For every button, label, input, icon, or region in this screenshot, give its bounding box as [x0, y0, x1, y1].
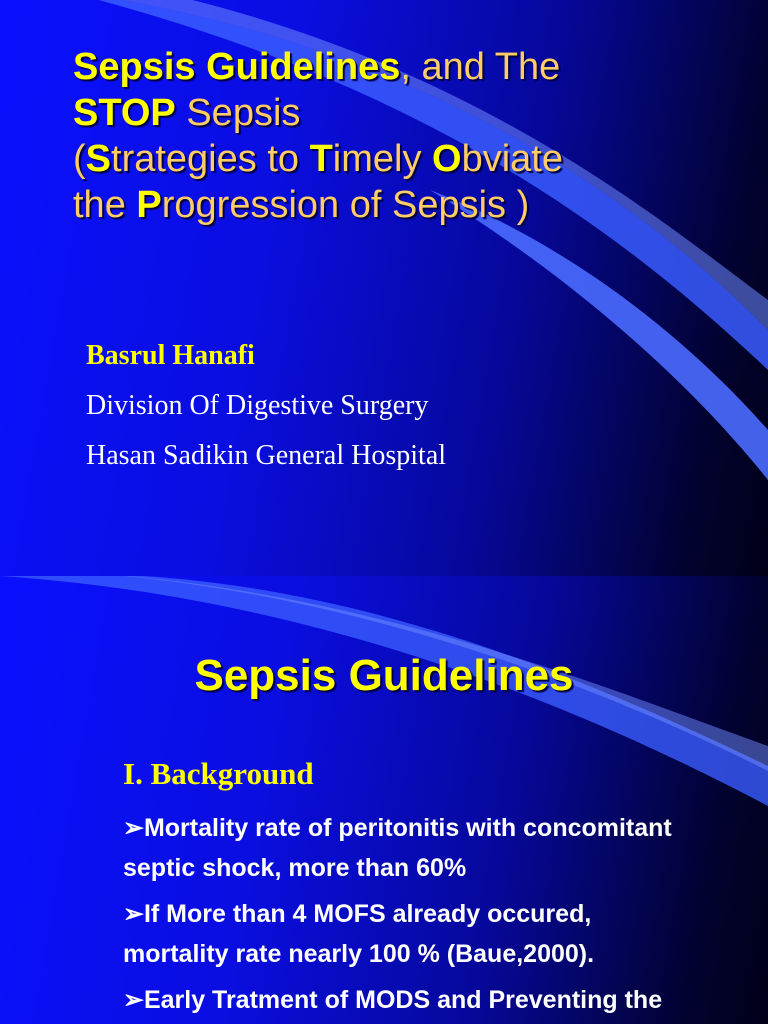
title-rogression: rogression of Sepsis ) — [161, 184, 530, 226]
slide-title: Sepsis Guidelines — [194, 651, 574, 700]
bullet-item — [123, 894, 753, 974]
title-and-the: , and The — [400, 46, 561, 88]
arrow-bullet-icon: ➢ — [123, 986, 144, 1014]
background-slide — [0, 576, 768, 1024]
bullet-text-line2: mortality rate nearly 100 % (Baue,2000). — [123, 940, 595, 968]
bullet-item — [123, 808, 753, 888]
title-sepsis: Sepsis — [175, 92, 301, 134]
bullet-item — [123, 980, 753, 1020]
title-imely: imely — [332, 138, 433, 180]
title-letter-t: T — [309, 138, 333, 180]
bullet-text-line1: Mortality rate of peritonitis with concomitant — [143, 814, 672, 842]
bullet-text-line1: Early Tratment of MODS and Preventing the — [143, 986, 663, 1014]
title-bviate: bviate — [461, 138, 563, 180]
bullet-text-line2: septic shock, more than 60% — [123, 854, 467, 882]
affiliation-hospital: Hasan Sadikin General Hospital — [86, 440, 447, 471]
title-stop: STOP — [73, 92, 176, 134]
title-trategies: trategies to — [111, 138, 310, 180]
title-letter-o: O — [432, 138, 462, 180]
arrow-bullet-icon: ➢ — [123, 900, 144, 928]
title-sepsis-guidelines: Sepsis Guidelines — [73, 46, 401, 88]
title-letter-p: P — [136, 184, 162, 226]
bullet-list — [123, 808, 753, 1024]
author-block — [86, 338, 726, 488]
slide-title — [73, 44, 753, 228]
author-name: Basrul Hanafi — [86, 340, 255, 371]
title-open-paren: ( — [73, 138, 86, 180]
section-heading: I. Background — [123, 756, 314, 791]
bullet-text-line1: If More than 4 MOFS already occured, — [143, 900, 592, 928]
affiliation-division: Division Of Digestive Surgery — [86, 390, 429, 421]
title-letter-s: S — [85, 138, 112, 180]
arrow-bullet-icon: ➢ — [123, 814, 144, 842]
title-the: the — [73, 184, 137, 226]
